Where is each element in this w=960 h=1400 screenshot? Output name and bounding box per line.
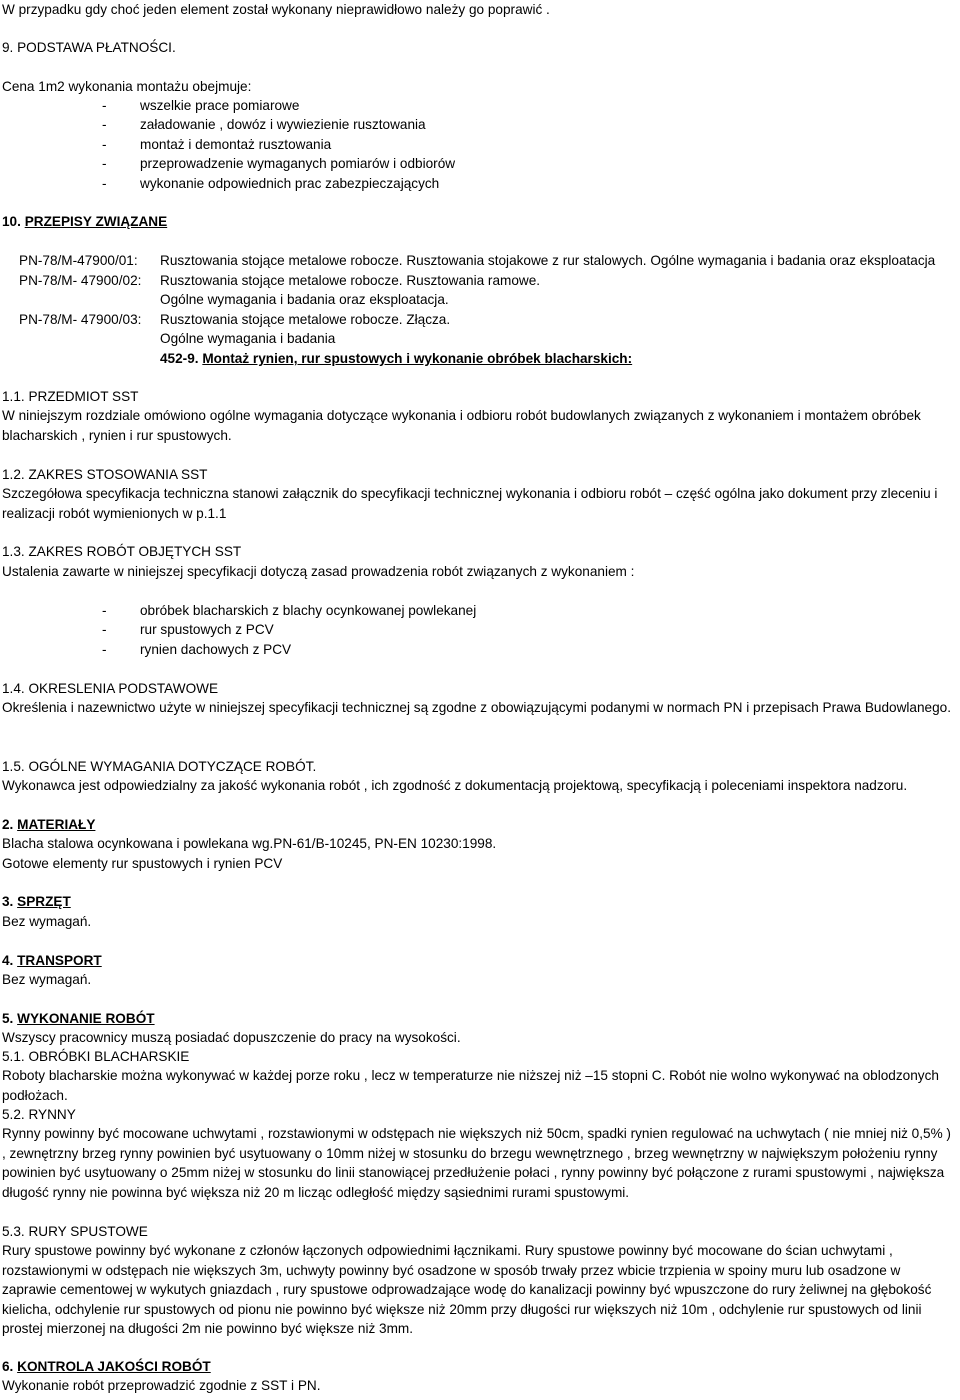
list-item: obróbek blacharskich z blachy ocynkowanej powlekanej <box>140 603 477 618</box>
list-dash: - <box>102 117 107 132</box>
list-item: wszelkie prace pomiarowe <box>140 98 300 113</box>
section-1-2-heading: 1.2. ZAKRES STOSOWANIA SST <box>2 467 208 482</box>
list-dash: - <box>102 176 107 191</box>
section-10-heading <box>2 214 167 230</box>
section-5-2-heading: 5.2. RYNNY <box>2 1107 76 1122</box>
section-5-1-heading: 5.1. OBRÓBKI BLACHARSKIE <box>2 1049 190 1064</box>
section-5-title: WYKONANIE ROBÓT <box>17 1011 155 1026</box>
chapter-title-text: Montaż rynien, rur spustowych i wykonanie obróbek blacharskich: <box>202 351 633 366</box>
section-4-body: Bez wymagań. <box>2 972 92 987</box>
materials-line: Gotowe elementy rur spustowych i rynien PCV <box>2 856 283 871</box>
section-2-title: MATERIAŁY <box>17 817 96 832</box>
intro-text: W przypadku gdy choć jeden element został wykonany nieprawidłowo należy go poprawić . <box>2 2 550 17</box>
section-6-title: KONTROLA JAKOŚCI ROBÓT <box>17 1359 211 1374</box>
norm-text: Ogólne wymagania i badania <box>160 331 336 346</box>
section-5-3-body: Rury spustowe powinny być wykonane z członów łączonych odpowiednimi łącznikami. Rury spustowe powinny być mocowane do ścian uchwytami , rozstawionymi w odstępach nie większych 3m, uchwyty powinny być osadzone w sposób trwały przez wbicie trzpienia w spoiny muru lub osadzone w zaprawie cementowej w wykutych gniazdach , rury spustowe odprowadzające wodę do kanalizacji powinny być wpuszczone do rury żeliwnej na głębokość kielicha, odchylenie rur spustowych od pionu nie powinno być większe niż 20mm przy długości rur większych niż 10m , odchylenie rur spustowych od linii prostej mierzonej na długości 2m nie powinno być większe niż 3mm. <box>2 1243 932 1336</box>
norm-text: Rusztowania stojące metalowe robocze. Złącza. <box>160 312 451 327</box>
section-6-heading <box>2 1359 211 1375</box>
list-dash: - <box>102 622 107 637</box>
section-1-5-heading: 1.5. OGÓLNE WYMAGANIA DOTYCZĄCE ROBÓT. <box>2 759 317 774</box>
section-4-heading <box>2 953 102 969</box>
list-item: montaż i demontaż rusztowania <box>140 137 332 152</box>
section-3-heading <box>2 894 71 910</box>
section-5-1-body: Roboty blacharskie można wykonywać w każdej porze roku , lecz w temperaturze nie niższej niż –15 stopni C. Robót nie wolno wykonywać na oblodzonych podłożach. <box>2 1068 939 1103</box>
section-5-number: 5. <box>2 1011 14 1026</box>
section-3-number: 3. <box>2 894 14 909</box>
norm-code: PN-78/M- 47900/03: <box>19 312 142 327</box>
list-dash: - <box>102 98 107 113</box>
section-1-1-heading: 1.1. PRZEDMIOT SST <box>2 389 139 404</box>
section-5-heading <box>2 1011 155 1027</box>
norm-code: PN-78/M- 47900/02: <box>19 273 142 288</box>
chapter-title <box>160 351 632 367</box>
norm-text: Rusztowania stojące metalowe robocze. Rusztowania ramowe. <box>160 273 541 288</box>
chapter-number: 452-9. <box>160 351 199 366</box>
section-1-2-body: Szczegółowa specyfikacja techniczna stanowi załącznik do specyfikacji technicznej wykonania i odbioru robót – część ogólna jako dokument przy zleceniu i realizacji robót wymienionych w p.1.1 <box>2 486 938 521</box>
list-item: załadowanie , dowóz i wywiezienie rusztowania <box>140 117 426 132</box>
section-2-heading <box>2 817 95 833</box>
section-5-body: Wszyscy pracownicy muszą posiadać dopuszczenie do pracy na wysokości. <box>2 1030 461 1045</box>
list-item: rynien dachowych z PCV <box>140 642 292 657</box>
norm-code: PN-78/M-47900/01: <box>19 253 138 268</box>
section-6-number: 6. <box>2 1359 14 1374</box>
section-6-body: Wykonanie robót przeprowadzić zgodnie z SST i PN. <box>2 1378 321 1393</box>
list-item: przeprowadzenie wymaganych pomiarów i odbiorów <box>140 156 456 171</box>
materials-line: Blacha stalowa ocynkowana i powlekana wg.PN-61/B-10245, PN-EN 10230:1998. <box>2 836 497 851</box>
section-1-5-body: Wykonawca jest odpowiedzialny za jakość wykonania robót , ich zgodność z dokumentacją projektową, specyfikacją i poleceniami inspektora nadzoru. <box>2 778 908 793</box>
section-1-1-body: W niniejszym rozdziale omówiono ogólne wymagania dotyczące wykonania i odbioru robót budowlanych związanych z wykonaniem i montażem obróbek blacharskich , rynien i rur spustowych. <box>2 408 921 443</box>
list-item: rur spustowych z PCV <box>140 622 274 637</box>
section-1-3-body: Ustalenia zawarte w niniejszej specyfikacji dotyczą zasad prowadzenia robót związanych z wykonaniem : <box>2 564 635 579</box>
section-9-heading: 9. PODSTAWA PŁATNOŚCI. <box>2 40 176 55</box>
section-1-4-body: Określenia i nazewnictwo użyte w niniejszej specyfikacji technicznej są zgodne z obowiązującymi podanymi w normach PN i przepisach Prawa Budowlanego. <box>2 700 952 715</box>
section-3-body: Bez wymagań. <box>2 914 92 929</box>
section-1-4-heading: 1.4. OKRESLENIA PODSTAWOWE <box>2 681 219 696</box>
list-dash: - <box>102 137 107 152</box>
list-item: wykonanie odpowiednich prac zabezpieczających <box>140 176 440 191</box>
section-10-title: PRZEPISY ZWIĄZANE <box>24 214 168 229</box>
norm-text: Rusztowania stojące metalowe robocze. Rusztowania stojakowe z rur stalowych. Ogólne wymagania i badania oraz eksploatacja <box>160 253 936 268</box>
section-9-lead: Cena 1m2 wykonania montażu obejmuje: <box>2 79 252 94</box>
section-4-number: 4. <box>2 953 14 968</box>
section-1-3-heading: 1.3. ZAKRES ROBÓT OBJĘTYCH SST <box>2 544 242 559</box>
norm-text: Ogólne wymagania i badania oraz eksploatacja. <box>160 292 449 307</box>
section-2-number: 2. <box>2 817 14 832</box>
list-dash: - <box>102 603 107 618</box>
section-4-title: TRANSPORT <box>17 953 102 968</box>
section-5-3-heading: 5.3. RURY SPUSTOWE <box>2 1224 148 1239</box>
section-5-2-body: Rynny powinny być mocowane uchwytami , rozstawionymi w odstępach nie większych niż 50cm, spadki rynien regulować na uchwytach ( nie mniej niż 0,5% ) , zewnętrzny brzeg rynny powinien być usytuowany o 10mm niżej w stosunku do brzegu wewnętrznego , brzeg wewnętrzny w największym położeniu rynny powinien być usytuowany o 25mm niżej w stosunku do linii stanowiącej przedłużenie połaci , rynny powinny być połączone z rurami spustowymi , największa długość rynny nie powinna być większa niż 20 m licząc odległość między sąsiednimi rurami spustowymi. <box>2 1126 951 1200</box>
section-3-title: SPRZĘT <box>17 894 71 909</box>
list-dash: - <box>102 156 107 171</box>
section-10-number: 10. <box>2 214 21 229</box>
list-dash: - <box>102 642 107 657</box>
